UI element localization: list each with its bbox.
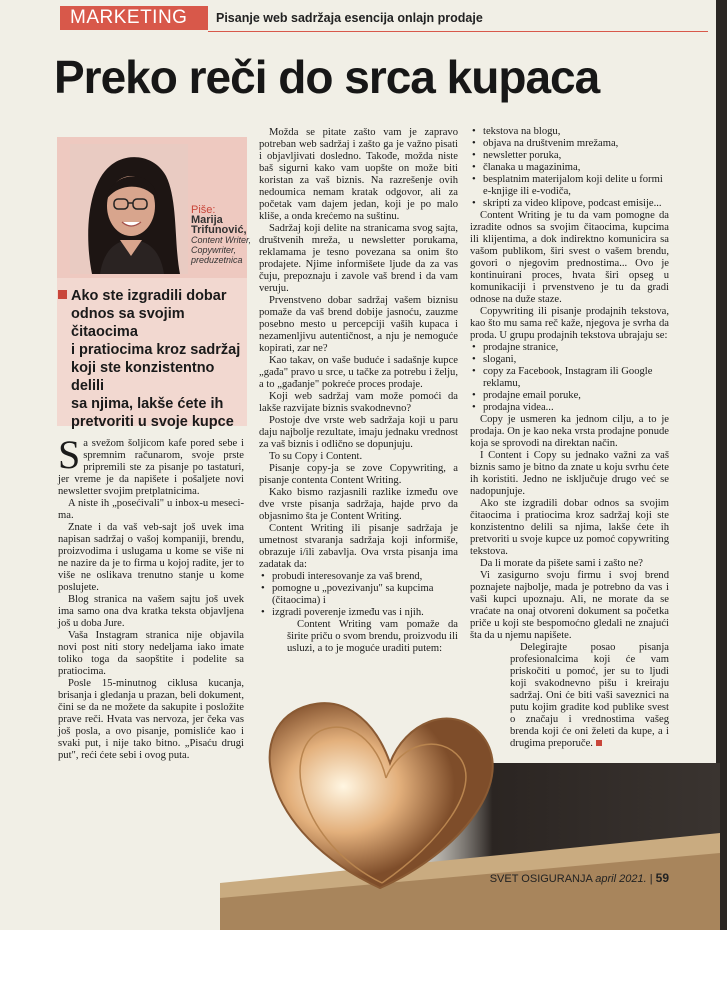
paragraph: Vi zasigurno svoju firmu i svoj brend poznajete najbolje, mada je potrebno da vas i vaši kupci upoznaju. Ali, ne morate da se vraćate na onaj otvoreni dokument sa početka priče u koji ste bespomoćno gledali ne znajući šta da u njemu napišete. [470,570,669,641]
author-role: Copywriter, [191,245,237,255]
bullet-list [470,342,669,414]
pullquote [58,287,246,431]
pullquote-line: Ako ste izgradili dobar [58,287,246,305]
paragraph: A niste ih „posećivali" u inbox-u meseci-ma. [58,498,244,521]
paragraph: Kao takav, on vaše buduće i sadašnje kupce „gađa" pravo u srce, u tačke za potrebu i želju, a to „gađanje" pokreće proces prodaje. [259,355,458,390]
list-item: • newsletter poruka, [470,150,669,162]
footer-divider: | [649,873,656,885]
paragraph: Znate i da vaš veb-sajt još uvek ima napisan sadržaj o vašoj kompaniji, brendu, proizvodima i uslugama u kome se više ni ne nazire da je to firma u kojoj radite, jer to više ne oslikava trenutno stanje u kome poslujete. [58,522,244,593]
pullquote-line: koji ste konzistentno delili [71,360,215,394]
article-column-3 [470,126,669,750]
paragraph: Copywriting ili pisanje prodajnih tekstova, kao što mu sama reč kaže, njegova je svrha da proda. U grupu prodajnih tekstova ubrajaju se: [470,306,669,341]
paragraph: Možda se pitate zašto vam je zapravo potreban web sadržaj i zašto ga je važno pisati i objavljivati dosledno. Takođe, možda niste baš sigurni kako vam uopšte on može biti koristan za vaš biznis. Na razrešenje ovih nedoumica nemam kratak odgovor, ali za početak vam dajem jedan, koji je po malo kliše, a onda krećemo na suštinu. [259,127,458,222]
bullet-list [470,126,669,210]
paragraph: Copy je usmeren ka jednom cilju, a to je prodaja. On je kao neka vrsta prodajne ponude koja se sprovodi na direktan način. [470,414,669,449]
paragraph: Sadržaj koji delite na stranicama svog sajta, društvenih mreža, u newsletter porukama, reklamama je tesno povezana sa onim što prodajete. Njime informišete ljude da za vas čuju, prepoznaju i zavole vaš brend i da vam veruju. [259,223,458,294]
page-footer [490,871,669,885]
list-item: • tekstova na blogu, [470,126,669,138]
rubric-subtitle: Pisanje web sadržaja esencija onlajn prodaje [216,11,483,25]
pullquote-line: odnos sa svojim čitaocima [71,306,185,340]
pullquote-line: i pratiocima kroz sadržaj [71,342,241,358]
paragraph: Blog stranica na vašem sajtu još uvek ima samo ona dva kratka teksta objavljena još u doba Jure. [58,594,244,629]
list-item: • copy za Facebook, Instagram ili Google reklamu, [470,366,669,390]
paragraph: Koji web sadržaj vam može pomoći da lakše razvijate biznis svakodnevno? [259,391,458,414]
list-item: • probudi interesovanje za vaš brend, [259,571,458,583]
author-role: Content Writer, [191,235,252,245]
author-portrait [70,144,188,274]
drop-cap: S [58,432,81,477]
article-headline: Preko reči do srca kupaca [54,51,600,103]
list-item: • pomogne u „povezivanju" sa kupcima (čitaocima) i [259,583,458,607]
paragraph: Delegirajte posao pisanja profesionalcima koji će vam priskočiti u pomoć, jer su to ljudi koji svakodnevno pišu i kreiraju sadržaj. Oni će biti vaši saveznici na putu kojim gradite kod publike svest o značaju i vrednostima vašeg brenda koji će oni želeti da kupe, a i drugima preporuče. [510,642,669,749]
list-item: • prodajne email poruke, [470,390,669,402]
list-item: • besplatnim materijalom koji delite u formi e-knjige ili e-vodiča, [470,174,669,198]
list-item: • članaka u magazinima, [470,162,669,174]
list-item: • prodajne stranice, [470,342,669,354]
paragraph: Da li morate da pišete sami i zašto ne? [480,558,643,569]
paragraph: Kako bismo razjasnili razlike između ove dve vrste pisanja sadržaja, hajde prvo da objasnimo šta je Content Writing. [259,487,458,522]
paragraph: Ako ste izgradili dobar odnos sa svojim čitaocima i pratiocima kroz sadržaj koji ste konzistentno delili sa njima, lakše ćete ih pretvoriti u svoje kupce uz pomoć copywriting tekstova. [470,498,669,557]
author-role: preduzetnica [191,255,243,265]
list-item: • slogani, [470,354,669,366]
article-column-2 [259,127,458,655]
author-name: Marija [191,214,223,226]
scan-margin [0,930,727,1000]
list-item: • izgradi poverenje između vas i njih. [259,607,458,619]
author-surname: Trifunović, [191,224,247,236]
byline-prefix: Piše: [191,204,216,216]
paragraph: Posle 15-minutnog ciklusa kucanja, brisanja i gledanja u prazan, beli dokument, čini se da ne možete da sakupite i posložite prave reči. Hvata vas nervoza, jer čeka vas još posla, a ovo pisanje, pomisliće kao i svaki put, i nije tako bitno. „Pisaću drugi put", reći ćete sebi i ovog puta. [58,678,244,761]
paragraph: Pisanje copy-ja se zove Copywriting, a pisanje contenta Content Writing. [259,463,458,486]
list-item: • objava na društvenim mrežama, [470,138,669,150]
issue-date: april 2021. [595,873,647,885]
paragraph: To su Copy i Content. [269,451,363,462]
bullet-list [259,571,458,619]
pullquote-line: pretvoriti u svoje kupce [71,414,234,430]
magazine-name: SVET OSIGURANJA [489,873,593,885]
paragraph: Prvenstveno dobar sadržaj vašem biznisu pomaže da vaš brend dobije jasnoću, zauzme posebno mesto u percepciji vaših kupaca i nezamenljivu autentičnost, a nju je nemoguće kopirati, zar ne? [259,295,458,354]
page-number: 59 [655,871,669,885]
paragraph: I Content i Copy su jednako važni za vaš biznis samo je bitno da znate u koju svrhu ćete ih koristiti. Jedno ne isključuje drugo već se nadopunjuje. [470,450,669,497]
heart-book-photo [220,683,720,930]
author-byline [191,205,251,265]
paragraph: Content Writing je tu da vam pomogne da izradite odnos sa svojim čitaocima, kupcima ili klijentima, a dok indirektno komunicira sa vašom publikom, širi svest o vašem brendu, govori o njegovim prednostima... Ovo je kontinuirani proces, hvata širi opseg u komunikaciji i prvenstveno je tu da gradi odnose na duže staze. [470,210,669,305]
paragraph: Content Writing ili pisanje sadržaja je umetnost stvaranja sadržaja koji informiše, obrazuje i/ili zabavlja. Ova vrsta pisanja ima zadatak da: [259,523,458,570]
list-item: • prodajna videa... [470,402,669,414]
paragraph: a svežom šoljicom kafe pored sebe i spremnim računarom, svoje prste pripremili ste za pisanje po tastaturi, jer vreme je da napišete i pošaljete novi newsletter svojim pretplatnicima. [58,438,244,497]
article-column-1 [58,432,244,762]
paragraph: Content Writing vam pomaže da širite priču o svom brendu, proizvodu ili usluzi, a to je moguće uraditi putem: [287,619,458,654]
square-bullet-icon [58,290,67,299]
pullquote-line: sa njima, lakše ćete ih [71,396,224,412]
list-item: • skripti za video klipove, podcast emisije... [470,198,669,210]
paragraph: Vaša Instagram stranica nije objavila novi post niti story nedeljama iako imate toliko toga da saopštite i podelite sa pratiocima. [58,630,244,677]
section-rubric: MARKETING [60,6,208,30]
paragraph: Postoje dve vrste web sadržaja koji u paru daju najbolje rezultate, imaju jednaku vrednost za vaš biznis i odlično se dopunjuju. [259,415,458,450]
rubric-divider [208,31,708,32]
